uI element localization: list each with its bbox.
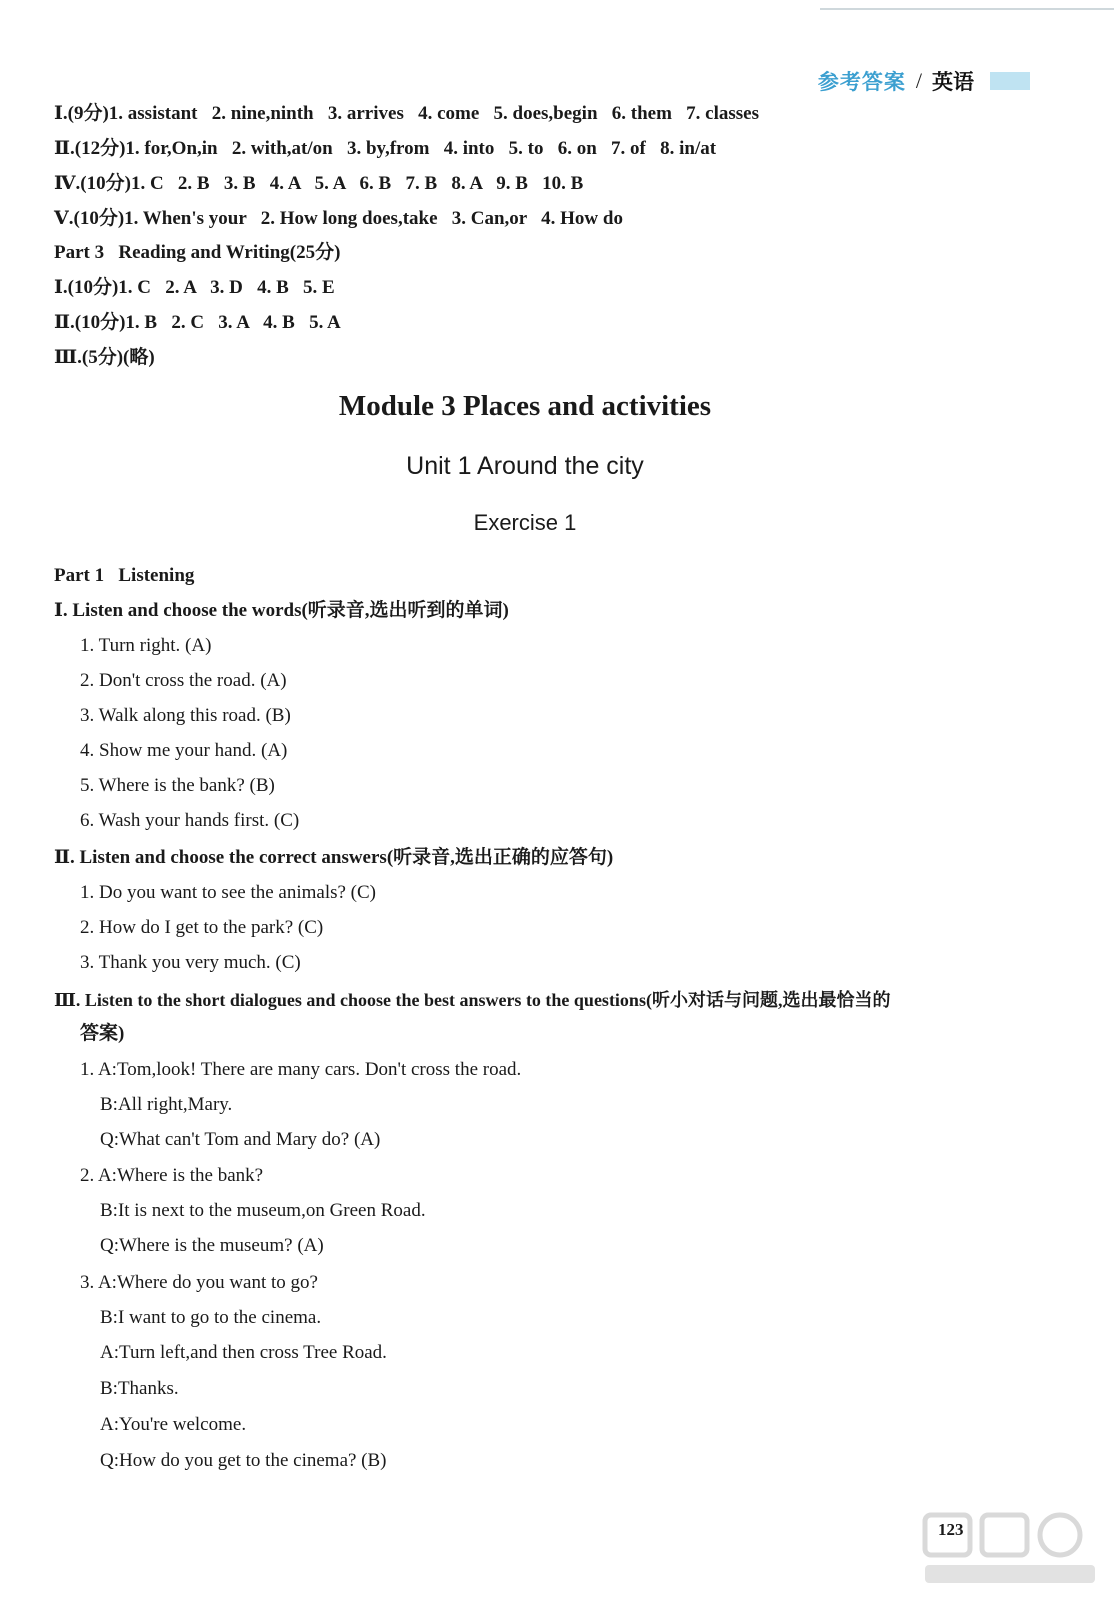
- header-answers-label: 参考答案: [817, 70, 906, 94]
- answer-line: Ⅴ.(10分)1. When's your 2. How long does,take 3. Can,or 4. How do: [54, 208, 623, 229]
- part1-heading: Part 1 Listening: [54, 565, 195, 586]
- dialogue-line: B:I want to go to the cinema.: [100, 1307, 322, 1328]
- dialogue-line: 3. A:Where do you want to go?: [80, 1272, 318, 1293]
- answer-line: Ⅳ.(10分)1. C 2. B 3. B 4. A 5. A 6. B 7. B 8. A 9. B 10. B: [54, 173, 584, 194]
- dialogue-line: Q:What can't Tom and Mary do? (A): [100, 1129, 381, 1150]
- dialogue-line: Q:How do you get to the cinema? (B): [100, 1450, 387, 1471]
- section-heading: Ⅱ. Listen and choose the correct answers(听录音,选出正确的应答句): [54, 847, 614, 868]
- list-item: 1. Turn right. (A): [80, 635, 212, 656]
- list-item: 3. Thank you very much. (C): [80, 952, 301, 973]
- section-heading: Ⅲ. Listen to the short dialogues and choose the best answers to the questions(听小对话与问题,选出最恰当的: [54, 990, 891, 1010]
- section-heading: Ⅰ. Listen and choose the words(听录音,选出听到的单词): [54, 600, 509, 621]
- dialogue-line: 1. A:Tom,look! There are many cars. Don't cross the road.: [80, 1059, 522, 1080]
- answer-line: Ⅱ.(12分)1. for,On,in 2. with,at/on 3. by,from 4. into 5. to 6. on 7. of 8. in/at: [54, 138, 717, 159]
- list-item: 5. Where is the bank? (B): [80, 775, 275, 796]
- dialogue-line: 2. A:Where is the bank?: [80, 1165, 264, 1186]
- unit-title: Unit 1 Around the city: [406, 452, 644, 480]
- module-title: Module 3 Places and activities: [338, 390, 712, 422]
- answer-line: Ⅲ.(5分)(略): [54, 347, 155, 368]
- answer-line: Ⅰ.(9分)1. assistant 2. nine,ninth 3. arrives 4. come 5. does,begin 6. them 7. classes: [54, 103, 760, 124]
- part3-heading: Part 3 Reading and Writing(25分): [54, 242, 341, 263]
- answer-line: Ⅰ.(10分)1. C 2. A 3. D 4. B 5. E: [54, 277, 335, 298]
- top-rule: [820, 8, 1114, 10]
- dialogue-line: B:It is next to the museum,on Green Road.: [100, 1200, 426, 1221]
- header-subject: 英语: [932, 70, 974, 94]
- dialogue-line: B:All right,Mary.: [100, 1094, 233, 1115]
- page-number: 123: [938, 1520, 964, 1539]
- list-item: 6. Wash your hands first. (C): [80, 810, 300, 831]
- running-header: [818, 66, 1030, 96]
- header-color-bar: [990, 72, 1030, 90]
- dialogue-line: B:Thanks.: [100, 1378, 179, 1399]
- header-separator: /: [915, 68, 922, 93]
- answer-line: Ⅱ.(10分)1. B 2. C 3. A 4. B 5. A: [54, 312, 341, 333]
- dialogue-line: A:Turn left,and then cross Tree Road.: [100, 1342, 387, 1363]
- list-item: 3. Walk along this road. (B): [80, 705, 291, 726]
- list-item: 2. Don't cross the road. (A): [80, 670, 287, 691]
- list-item: 1. Do you want to see the animals? (C): [80, 882, 377, 903]
- section-heading-cont: 答案): [80, 1023, 125, 1044]
- dialogue-line: A:You're welcome.: [100, 1414, 247, 1435]
- exercise-title: Exercise 1: [473, 510, 577, 535]
- list-item: 4. Show me your hand. (A): [80, 740, 288, 761]
- dialogue-line: Q:Where is the museum? (A): [100, 1235, 324, 1256]
- list-item: 2. How do I get to the park? (C): [80, 917, 324, 938]
